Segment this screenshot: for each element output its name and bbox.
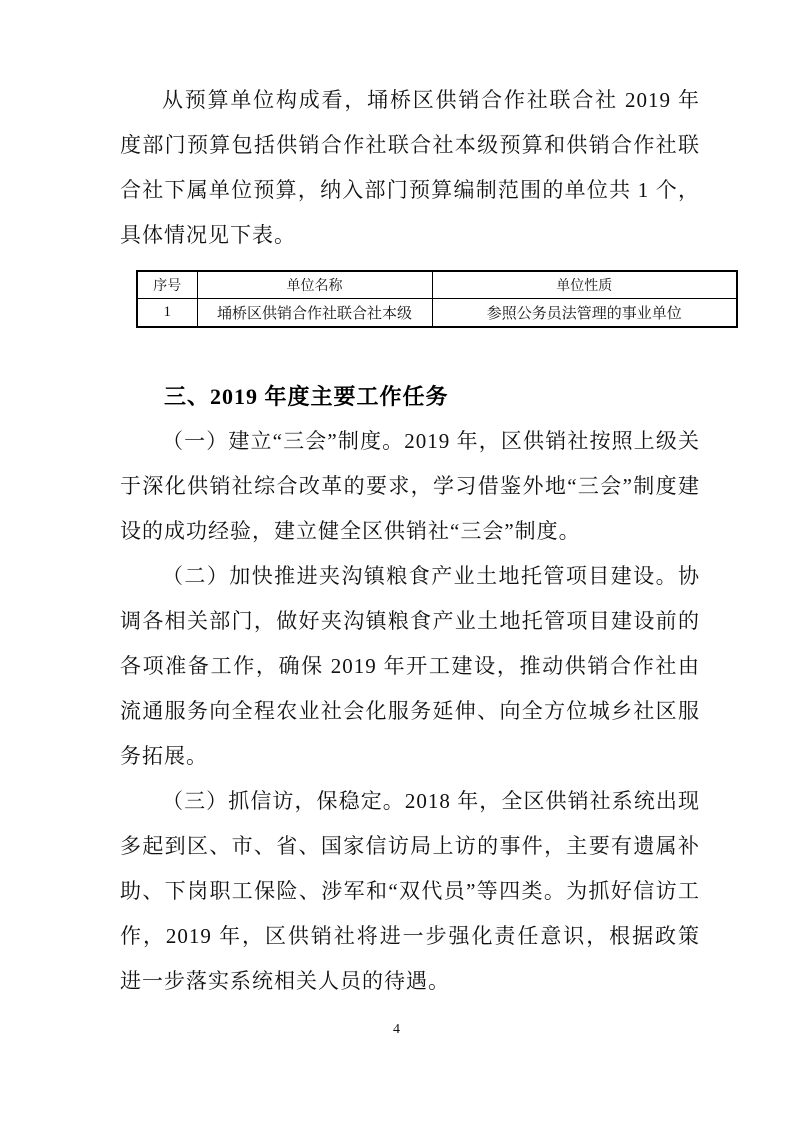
table-header-row — [137, 271, 737, 299]
table-cell-serial: 1 — [137, 299, 197, 328]
table-row — [137, 299, 737, 328]
task-paragraph-1: （一）建立“三会”制度。2019 年，区供销社按照上级关于深化供销社综合改革的要求，学习借鉴外地“三会”制度建设的成功经验，建立健全区供销社“三会”制度。 — [120, 429, 700, 543]
task-paragraph-3: （三）抓信访，保稳定。2018 年，全区供销社系统出现多起到区、市、省、国家信访局上访的事件，主要有遗属补助、下岗职工保险、涉军和“双代员”等四类。为抓好信访工作，2019 年，区供销社将进一步强化责任意识，根据政策进一步落实系统相关人员的待遇。 — [120, 789, 700, 993]
budget-unit-table — [136, 270, 738, 328]
table-header-unit-type: 单位性质 — [432, 271, 737, 299]
intro-paragraph: 从预算单位构成看，埇桥区供销合作社联合社 2019 年度部门预算包括供销合作社联合社本级预算和供销合作社联合社下属单位预算，纳入部门预算编制范围的单位共 1 个，具体情况见下表。 — [120, 88, 700, 247]
table-cell-unit-name: 埇桥区供销合作社联合社本级 — [197, 299, 432, 328]
page-number: 4 — [393, 1022, 400, 1037]
page-content — [120, 78, 700, 1004]
table-cell-unit-type: 参照公务员法管理的事业单位 — [432, 299, 737, 328]
section-heading: 三、2019 年度主要工作任务 — [164, 384, 449, 409]
task-paragraph-2: （二）加快推进夹沟镇粮食产业土地托管项目建设。协调各相关部门，做好夹沟镇粮食产业土地托管项目建设前的各项准备工作，确保 2019 年开工建设，推动供销合作社由流通服务向全程农业社会化服务延伸、向全方位城乡社区服务拓展。 — [120, 564, 700, 768]
table-header-unit-name: 单位名称 — [197, 271, 432, 299]
table-header-serial: 序号 — [137, 271, 197, 299]
